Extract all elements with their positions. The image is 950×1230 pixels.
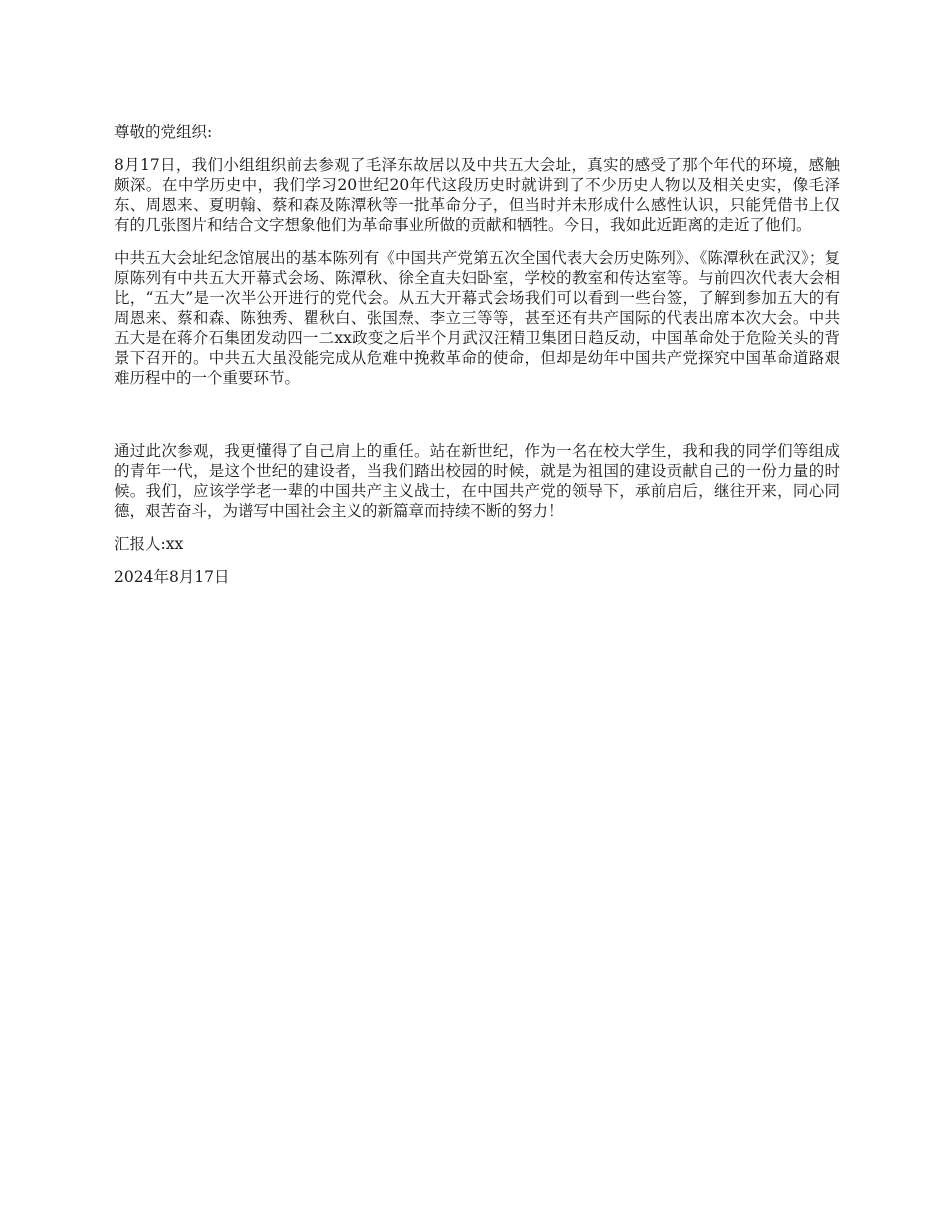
reporter-signature: 汇报人:xx	[114, 535, 184, 553]
paragraph-reflection: 通过此次参观，我更懂得了自己肩上的重任。站在新世纪，作为一名在校大学生，我和我的同学们等组成的青年一代，是这个世纪的建设者，当我们踏出校园的时候，就是为祖国的建设贡献自己的一份力量的时候。我们，应该学学老一辈的中国共产主义战士，在中国共产党的领导下，承前启后，继往开来，同心同德，艰苦奋斗，为谱写中国社会主义的新篇章而持续不断的努力！	[114, 442, 840, 520]
letter-date: 2024年8月17日	[114, 568, 230, 586]
salutation: 尊敬的党组织:	[114, 123, 213, 141]
paragraph-exhibition: 中共五大会址纪念馆展出的基本陈列有《中国共产党第五次全国代表大会历史陈列》、《陈潭秋在武汉》；复原陈列有中共五大开幕式会场、陈潭秋、徐全直夫妇卧室，学校的教室和传达室等。与前四次代表大会相比，“五大”是一次半公开进行的党代会。从五大开幕式会场我们可以看到一些台签，了解到参加五大的有周恩来、蔡和森、陈独秀、瞿秋白、张国焘、李立三等等，甚至还有共产国际的代表出席本次大会。中共五大是在蒋介石集团发动四一二xx政变之后半个月武汉汪精卫集团日趋反动，中国革命处于危险关头的背景下召开的。中共五大虽没能完成从危难中挽救革命的使命，但却是幼年中国共产党探究中国革命道路艰难历程中的一个重要环节。	[114, 249, 840, 387]
letter-document	[114, 122, 840, 600]
paragraph-visit: 8月17日，我们小组组织前去参观了毛泽东故居以及中共五大会址，真实的感受了那个年代的环境，感触颇深。在中学历史中，我们学习20世纪20年代这段历史时就讲到了不少历史人物以及相关史实，像毛泽东、周恩来、夏明翰、蔡和森及陈潭秋等一批革命分子，但当时并未形成什么感性认识，只能凭借书上仅有的几张图片和结合文字想象他们为革命事业所做的贡献和牺牲。今日，我如此近距离的走近了他们。	[114, 156, 840, 234]
paragraph-spacer	[114, 401, 840, 441]
